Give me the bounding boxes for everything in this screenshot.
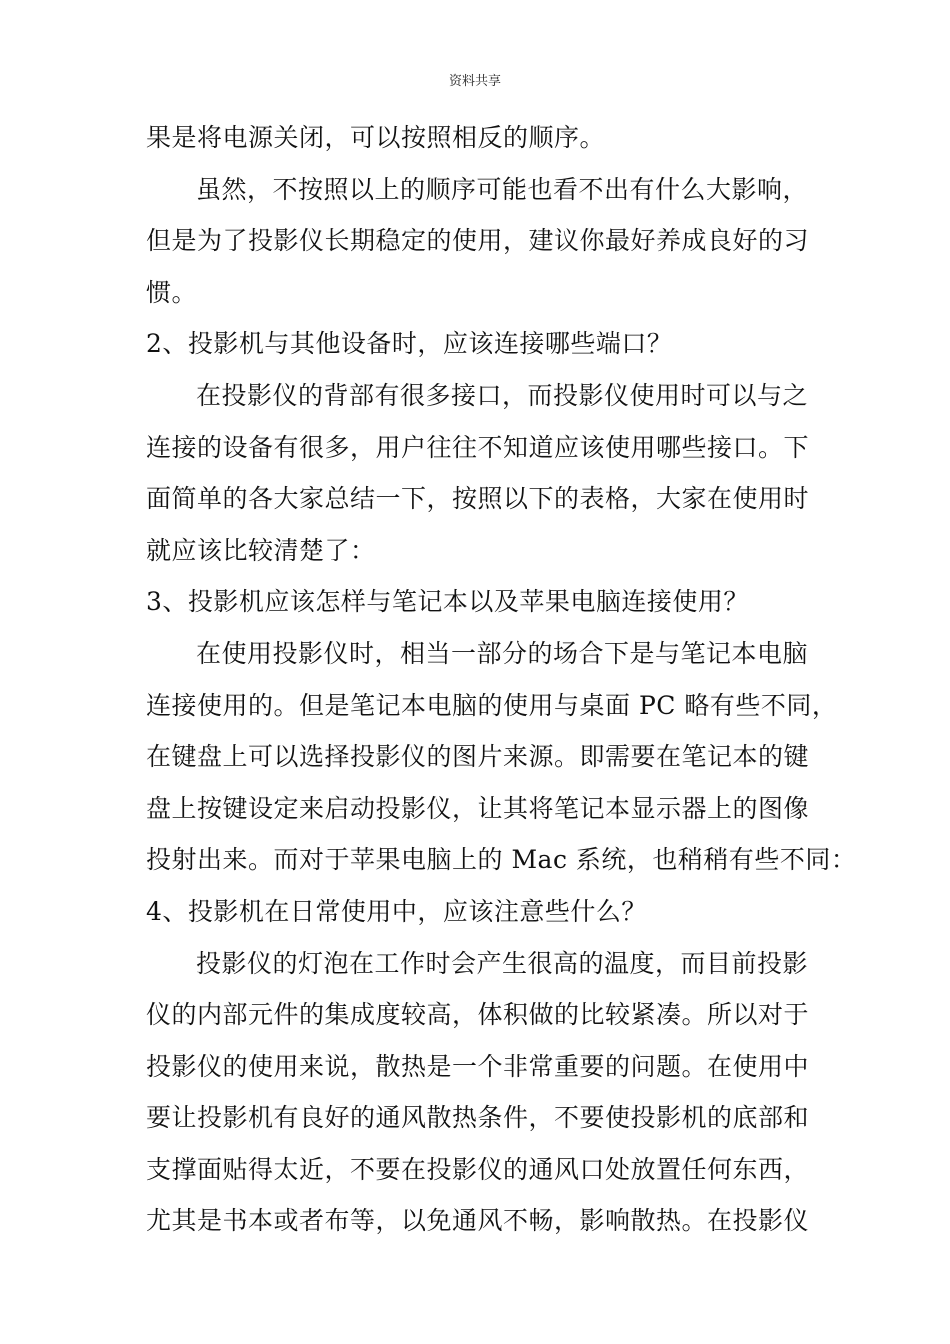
question-heading-4: 4、投影机在日常使用中，应该注意些什么？	[146, 896, 647, 926]
text-line: 投射出来。而对于苹果电脑上的 Mac 系统，也稍稍有些不同：	[146, 845, 857, 875]
paragraph-start-line: 虽然，不按照以上的顺序可能也看不出有什么大影响，	[196, 174, 809, 204]
text-line: 就应该比较清楚了：	[146, 535, 376, 565]
text-line: 盘上按键设定来启动投影仪，让其将笔记本显示器上的图像	[146, 793, 810, 823]
text-line: 面简单的各大家总结一下，按照以下的表格，大家在使用时	[146, 484, 810, 514]
paragraph-start-line: 投影仪的灯泡在工作时会产生很高的温度，而目前投影	[196, 948, 809, 978]
text-line: 投影仪的使用来说，散热是一个非常重要的问题。在使用中	[146, 1051, 810, 1081]
text-line: 果是将电源关闭，可以按照相反的顺序。	[146, 123, 606, 152]
text-line: 要让投影机有良好的通风散热条件，不要使投影机的底部和	[146, 1103, 810, 1133]
text-line: 仪的内部元件的集成度较高，体积做的比较紧凑。所以对于	[146, 1000, 810, 1030]
text-line: 尤其是书本或者布等，以免通风不畅，影响散热。在投影仪	[146, 1206, 810, 1236]
text-line: 在键盘上可以选择投影仪的图片来源。即需要在笔记本的键	[146, 742, 810, 772]
text-line: 惯。	[146, 277, 198, 307]
question-heading-3: 3、投影机应该怎样与笔记本以及苹果电脑连接使用？	[146, 587, 749, 617]
document-body	[146, 112, 857, 1247]
paragraph-start-line: 在投影仪的背部有很多接口，而投影仪使用时可以与之	[196, 380, 809, 410]
page-header: 资料共享	[448, 74, 501, 89]
paragraph-start-line: 在使用投影仪时，相当一部分的场合下是与笔记本电脑	[196, 638, 809, 668]
text-line: 连接使用的。但是笔记本电脑的使用与桌面 PC 略有些不同，	[146, 690, 838, 720]
text-line: 但是为了投影仪长期稳定的使用，建议你最好养成良好的习	[146, 226, 810, 256]
text-line: 支撑面贴得太近，不要在投影仪的通风口处放置任何东西，	[146, 1154, 810, 1184]
question-heading-2: 2、投影机与其他设备时，应该连接哪些端口？	[146, 329, 673, 359]
text-line: 连接的设备有很多，用户往往不知道应该使用哪些接口。下	[146, 432, 810, 462]
